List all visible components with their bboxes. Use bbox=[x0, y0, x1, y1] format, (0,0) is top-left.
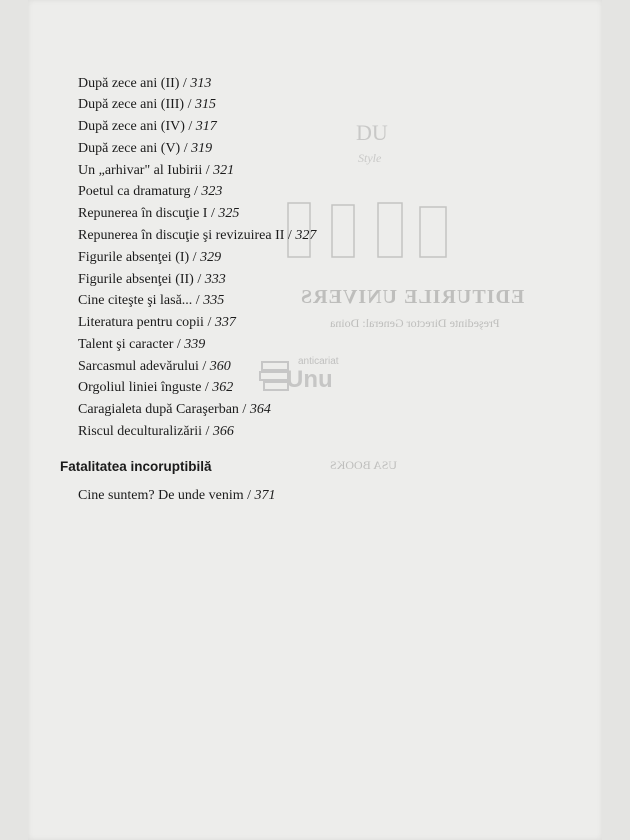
toc-entry-title: Literatura pentru copii / bbox=[78, 315, 215, 330]
toc-entry bbox=[78, 97, 216, 113]
watermark-text-large: Unu bbox=[286, 366, 333, 393]
toc-entry-title: Sarcasmul adevărului / bbox=[78, 359, 210, 374]
toc-entry-page: 337 bbox=[214, 315, 236, 330]
toc-entry-page: 321 bbox=[213, 163, 235, 178]
ghost-president-line: Preşedinte Director General: Doina bbox=[330, 316, 500, 330]
toc-entry-page: 362 bbox=[212, 380, 234, 395]
toc-entry-title: Caragialeta după Caraşerban / bbox=[78, 402, 250, 417]
toc-entry bbox=[78, 380, 233, 396]
toc-entry bbox=[78, 76, 211, 92]
toc-entry bbox=[78, 119, 217, 135]
toc-entry bbox=[78, 359, 231, 375]
toc-entry bbox=[78, 272, 226, 288]
toc-entry-title: După zece ani (V) / bbox=[78, 141, 192, 156]
toc-entry-title: După zece ani (II) / bbox=[78, 76, 191, 91]
section-heading: Fatalitatea incoruptibilă bbox=[60, 459, 212, 474]
ghost-usa-books: USA BOOKS bbox=[330, 458, 398, 472]
toc-entry-title: Talent şi caracter / bbox=[78, 337, 185, 352]
toc-entry-page: 371 bbox=[254, 488, 276, 503]
toc-entry-page: 315 bbox=[194, 97, 216, 112]
toc-entry-title: Cine citeşte şi lasă... / bbox=[78, 293, 204, 308]
toc-entry-page: 333 bbox=[204, 272, 226, 287]
toc-entry-page: 327 bbox=[295, 228, 317, 243]
toc-entry-page: 364 bbox=[249, 402, 271, 417]
toc-entry bbox=[78, 402, 271, 418]
toc-entry-page: 360 bbox=[209, 359, 231, 374]
ghost-publisher-name: EDITURILE UNIVERS bbox=[300, 286, 525, 308]
toc-entry-page: 339 bbox=[184, 337, 206, 352]
toc-entry-title: Repunerea în discuţie I / bbox=[78, 206, 219, 221]
toc-entry-title: Riscul deculturalizării / bbox=[78, 424, 213, 439]
toc-entry bbox=[78, 184, 222, 200]
toc-entry-page: 335 bbox=[203, 293, 225, 308]
toc-entry-page: 313 bbox=[190, 76, 212, 91]
toc-entry-title: Figurile absenţei (II) / bbox=[78, 272, 205, 287]
toc-entry-page: 325 bbox=[218, 206, 240, 221]
toc-entry bbox=[78, 163, 234, 179]
toc-entry-title: Poetul ca dramaturg / bbox=[78, 184, 202, 199]
toc-entry-title: Un „arhivar" al Iubirii / bbox=[78, 163, 214, 178]
toc-entry-page: 319 bbox=[191, 141, 213, 156]
toc-entry-page: 329 bbox=[200, 250, 222, 265]
toc-entry bbox=[78, 293, 224, 309]
toc-entry bbox=[78, 315, 236, 331]
toc-entry bbox=[78, 424, 234, 440]
toc-entry bbox=[78, 337, 205, 353]
toc-entry-title: După zece ani (IV) / bbox=[78, 119, 196, 134]
toc-entry bbox=[78, 141, 212, 157]
anticariat-watermark bbox=[258, 352, 408, 412]
toc-entry-title: După zece ani (III) / bbox=[78, 97, 195, 112]
toc-entry-page: 323 bbox=[201, 184, 223, 199]
toc-entry bbox=[78, 250, 221, 266]
toc-entry-title: Figurile absenţei (I) / bbox=[78, 250, 201, 265]
svg-text:Style: Style bbox=[358, 151, 382, 165]
toc-entry-title: Cine suntem? De unde venim / bbox=[78, 488, 255, 503]
toc-entry-page: 366 bbox=[212, 424, 234, 439]
watermark-text-small: anticariat bbox=[298, 356, 339, 367]
toc-entry-page: 317 bbox=[195, 119, 217, 134]
svg-text:DU: DU bbox=[356, 120, 388, 145]
toc-entry bbox=[78, 228, 316, 244]
toc-entry bbox=[78, 488, 276, 504]
toc-entry-title: Orgoliul liniei înguste / bbox=[78, 380, 213, 395]
toc-entry bbox=[78, 206, 239, 222]
toc-entry-title: Repunerea în discuţie şi revizuirea II / bbox=[78, 228, 296, 243]
